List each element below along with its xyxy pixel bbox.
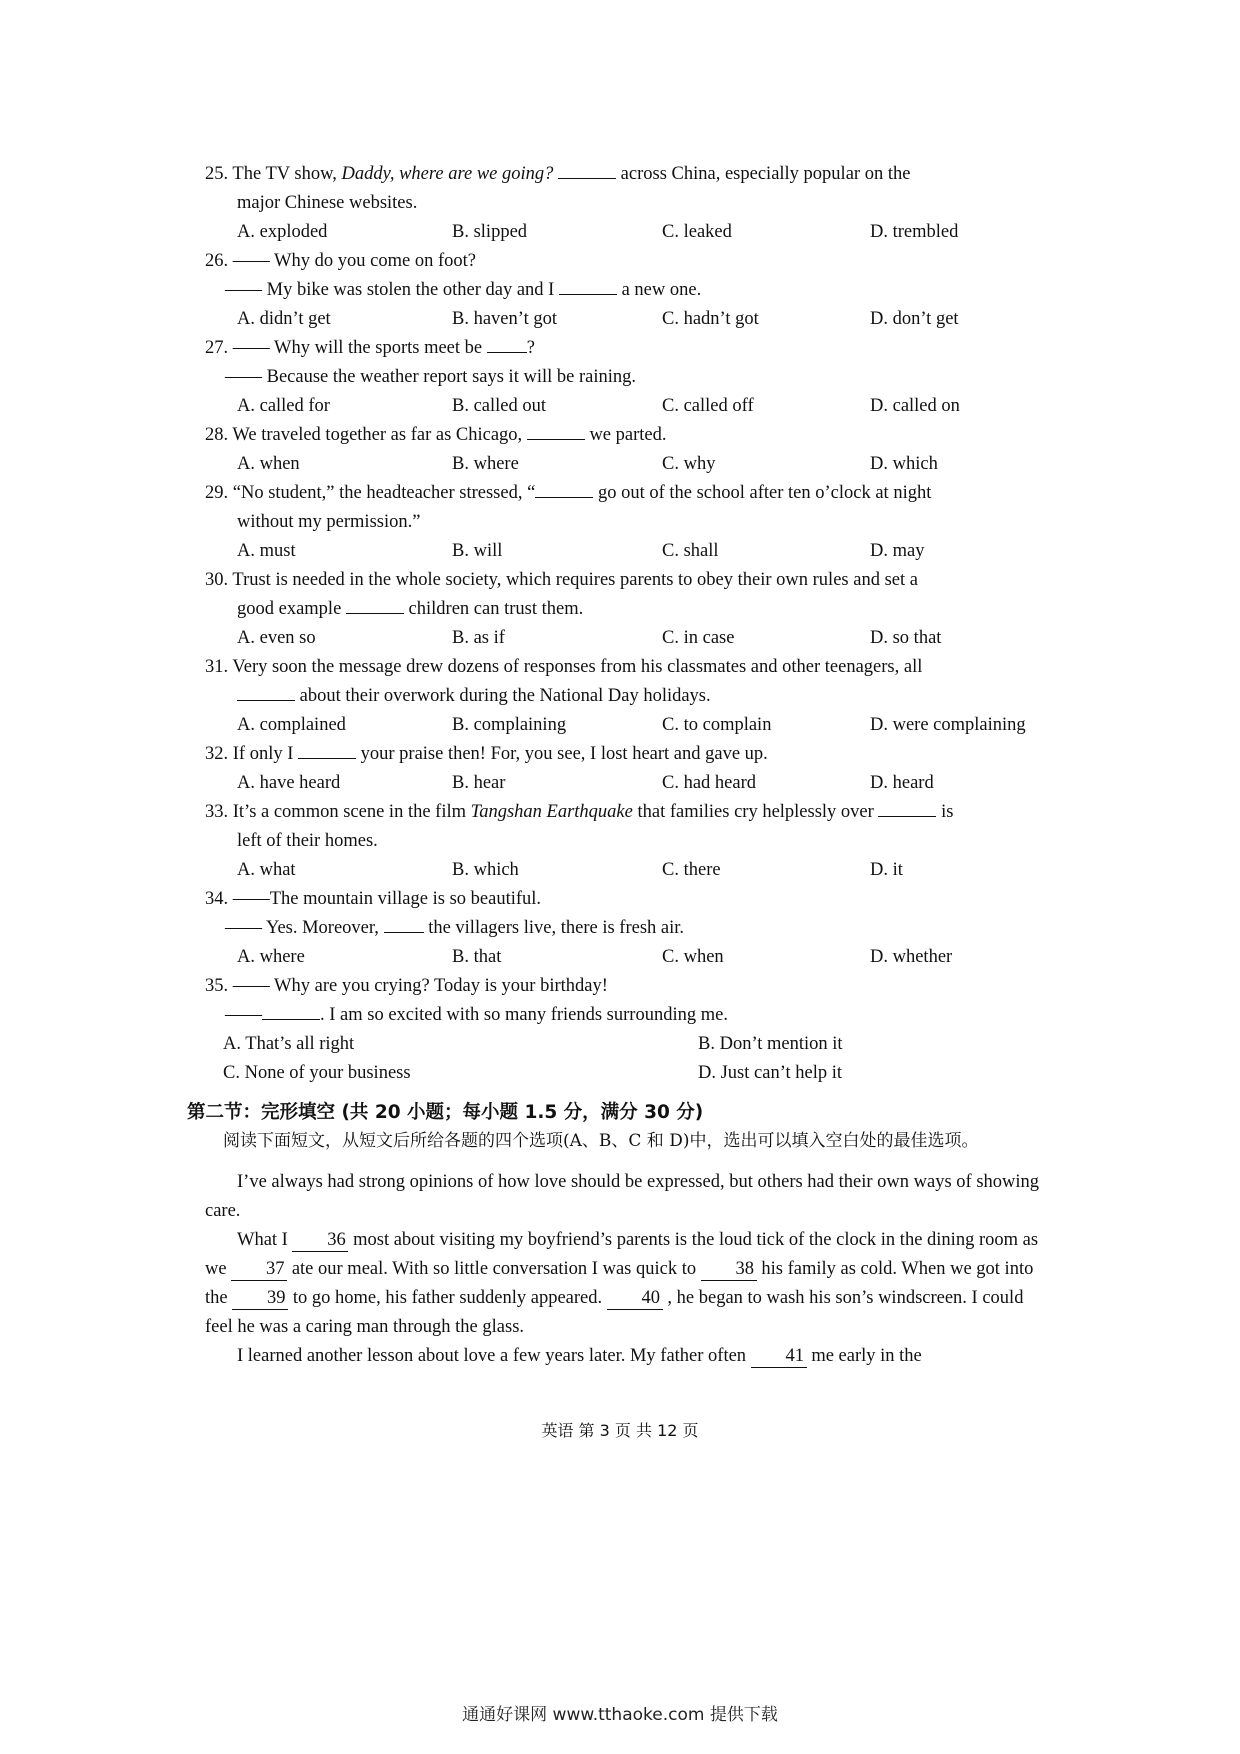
- question-28: [205, 421, 1045, 479]
- question-31: [205, 653, 1045, 740]
- option-d: D. called on: [870, 396, 960, 416]
- option-d: D. don’t get: [870, 309, 959, 329]
- option-c: C. to complain: [662, 715, 772, 735]
- question-text-continued: major Chinese websites.: [237, 193, 418, 213]
- answer-blank: [237, 700, 295, 701]
- page-footer: 英语 第 3 页 共 12 页: [541, 1421, 699, 1440]
- dialog-text: the villagers live, there is fresh air.: [423, 918, 685, 938]
- option-b: B. that: [452, 947, 502, 967]
- option-d: D. heard: [870, 773, 934, 793]
- option-d: D. so that: [870, 628, 942, 648]
- option-b: B. as if: [452, 628, 505, 648]
- question-text: [205, 740, 1045, 769]
- dialog-line: —— Why do you come on foot?: [232, 251, 476, 271]
- question-text-part: about their overwork during the National Day holidays.: [295, 686, 711, 706]
- option-a: A. when: [237, 454, 300, 474]
- question-number: 34.: [205, 889, 229, 909]
- question-33: [205, 798, 1045, 885]
- option-c: C. why: [662, 454, 716, 474]
- question-27: [205, 334, 1045, 421]
- option-c: C. shall: [662, 541, 719, 561]
- blank-41: 41: [751, 1345, 807, 1368]
- question-number: 27.: [205, 338, 229, 358]
- question-number: 26.: [205, 251, 229, 271]
- question-text-part: Very soon the message drew dozens of responses from his classmates and other teenagers, all: [232, 657, 923, 677]
- option-c: C. called off: [662, 396, 754, 416]
- option-b: B. Don’t mention it: [698, 1034, 843, 1054]
- passage-paragraph-3: [205, 1342, 1045, 1371]
- options: [205, 218, 1045, 247]
- question-number: 32.: [205, 744, 229, 764]
- blank-38: 38: [701, 1258, 757, 1281]
- film-title: Tangshan Earthquake: [470, 802, 633, 822]
- dialog-text: —— Why will the sports meet be: [232, 338, 487, 358]
- option-a: A. have heard: [237, 773, 341, 793]
- question-number: 33.: [205, 802, 229, 822]
- question-text: [205, 334, 1045, 363]
- option-b: B. complaining: [452, 715, 567, 735]
- question-text: [205, 653, 1045, 682]
- passage-text: ate our meal. With so little conversation I was quick to: [287, 1259, 701, 1279]
- options: [205, 392, 1045, 421]
- options: [205, 450, 1045, 479]
- dialog-text: a new one.: [616, 280, 702, 300]
- option-a: A. even so: [237, 628, 316, 648]
- option-d: D. were complaining: [870, 715, 1026, 735]
- option-c: C. when: [662, 947, 724, 967]
- passage-text: to go home, his father suddenly appeared.: [288, 1288, 607, 1308]
- dialog-text: —— Yes. Moreover,: [225, 918, 384, 938]
- option-c: C. there: [662, 860, 721, 880]
- download-note: 通通好课网 www.tthaoke.com 提供下载: [462, 1705, 778, 1725]
- blank-39: 39: [232, 1287, 288, 1310]
- option-a: A. called for: [237, 396, 330, 416]
- question-text: [205, 885, 1045, 914]
- question-number: 25.: [205, 164, 229, 184]
- dialog-text: ?: [526, 338, 535, 358]
- section-title: 第二节：完形填空 (共 20 小题；每小题 1.5 分，满分 30 分): [187, 1102, 704, 1123]
- option-a: A. what: [237, 860, 296, 880]
- option-c: C. None of your business: [223, 1063, 411, 1083]
- option-d: D. Just can’t help it: [698, 1063, 843, 1083]
- options: [205, 305, 1045, 334]
- dialog-text: —— My bike was stolen the other day and I: [225, 280, 559, 300]
- option-c: C. had heard: [662, 773, 757, 793]
- question-32: [205, 740, 1045, 798]
- option-a: A. That’s all right: [223, 1034, 355, 1054]
- blank-37: 37: [231, 1258, 287, 1281]
- answer-blank: [487, 352, 527, 353]
- dialog-line: [205, 1001, 1045, 1030]
- question-text: [205, 972, 1045, 1001]
- option-d: D. it: [870, 860, 903, 880]
- answer-blank: [527, 439, 585, 440]
- dialog-line: [205, 276, 1045, 305]
- question-text-part: your praise then! For, you see, I lost heart and gave up.: [356, 744, 768, 764]
- dialog-line: ——The mountain village is so beautiful.: [232, 889, 542, 909]
- answer-blank: [558, 178, 616, 179]
- question-text-part: The TV show,: [232, 164, 342, 184]
- options: [205, 624, 1045, 653]
- option-a: A. must: [237, 541, 296, 561]
- passage-text: his family as cold. When we got into the: [205, 1259, 1034, 1308]
- options: [205, 856, 1045, 885]
- question-text-continued: [205, 682, 1045, 711]
- question-text: [205, 798, 1045, 827]
- options: [205, 769, 1045, 798]
- option-d: D. which: [870, 454, 938, 474]
- passage-paragraph-2: [205, 1226, 1045, 1342]
- blank-36: 36: [292, 1229, 348, 1252]
- passage-text: , he began to wash his son’s windscreen. I could feel he was a caring man through the glass.: [205, 1288, 1024, 1337]
- question-text-part: children can trust them.: [403, 599, 584, 619]
- dialog-line: —— Because the weather report says it will be raining.: [225, 367, 636, 387]
- question-number: 35.: [205, 976, 229, 996]
- question-text-part: go out of the school after ten o’clock at night: [593, 483, 932, 503]
- question-number: 31.: [205, 657, 229, 677]
- option-b: B. where: [452, 454, 519, 474]
- question-text-part: good example: [237, 599, 346, 619]
- option-a: A. complained: [237, 715, 346, 735]
- option-a: A. didn’t get: [237, 309, 331, 329]
- question-number: 30.: [205, 570, 229, 590]
- option-b: B. will: [452, 541, 503, 561]
- options: [205, 711, 1045, 740]
- question-25: [205, 160, 1045, 247]
- section-instruction: 阅读下面短文，从短文后所给各题的四个选项(A、B、C 和 D)中，选出可以填入空白处的最佳选项。: [223, 1131, 979, 1151]
- show-title: Daddy, where are we going?: [341, 164, 554, 184]
- options: [205, 1030, 1045, 1088]
- question-text: [205, 566, 1045, 595]
- question-35: [205, 972, 1045, 1088]
- answer-blank: [346, 613, 404, 614]
- answer-blank: [298, 758, 356, 759]
- options: [205, 943, 1045, 972]
- option-c: C. hadn’t got: [662, 309, 759, 329]
- question-29: [205, 479, 1045, 566]
- dialog-text: ——: [225, 1005, 262, 1025]
- passage-text: What I: [237, 1230, 293, 1250]
- option-c: C. leaked: [662, 222, 732, 242]
- question-text-part: If only I: [232, 744, 298, 764]
- passage-paragraph-1: I’ve always had strong opinions of how love should be expressed, but others had their own ways of showing care.: [205, 1172, 1040, 1221]
- answer-blank: [535, 497, 593, 498]
- blank-40: 40: [607, 1287, 663, 1310]
- passage-text: I learned another lesson about love a few years later. My father often: [237, 1346, 751, 1366]
- question-text-part: We traveled together as far as Chicago,: [232, 425, 527, 445]
- question-30: [205, 566, 1045, 653]
- question-26: [205, 247, 1045, 334]
- option-d: D. may: [870, 541, 925, 561]
- question-text: [205, 421, 1045, 450]
- question-text-part: is: [936, 802, 954, 822]
- options: [205, 537, 1045, 566]
- option-b: B. haven’t got: [452, 309, 557, 329]
- question-text-continued: without my permission.”: [237, 512, 421, 532]
- question-text: [205, 247, 1045, 276]
- dialog-line: [205, 914, 1045, 943]
- question-34: [205, 885, 1045, 972]
- question-text: [205, 160, 1045, 189]
- option-b: B. which: [452, 860, 519, 880]
- option-c: C. in case: [662, 628, 735, 648]
- question-number: 28.: [205, 425, 229, 445]
- question-text-part: It’s a common scene in the film: [232, 802, 471, 822]
- option-b: B. slipped: [452, 222, 528, 242]
- question-text-part: that families cry helplessly over: [632, 802, 879, 822]
- answer-blank: [384, 932, 424, 933]
- question-text: [205, 479, 1045, 508]
- dialog-text: . I am so excited with so many friends surrounding me.: [320, 1005, 728, 1025]
- question-text-part: across China, especially popular on the: [616, 164, 911, 184]
- dialog-line: —— Why are you crying? Today is your birthday!: [232, 976, 608, 996]
- option-d: D. trembled: [870, 222, 959, 242]
- option-d: D. whether: [870, 947, 953, 967]
- question-text-part: “No student,” the headteacher stressed, “: [232, 483, 536, 503]
- option-a: A. exploded: [237, 222, 328, 242]
- option-b: B. called out: [452, 396, 547, 416]
- passage-text: most about visiting my boyfriend’s parents is the loud tick of the clock in the dining room as we: [205, 1230, 1039, 1279]
- question-text-continued: [205, 595, 1045, 624]
- question-text-part: Trust is needed in the whole society, which requires parents to obey their own rules and set a: [232, 570, 918, 590]
- option-b: B. hear: [452, 773, 506, 793]
- question-text-part: we parted.: [584, 425, 667, 445]
- answer-blank: [262, 1019, 320, 1020]
- passage-text: me early in the: [806, 1346, 922, 1366]
- option-a: A. where: [237, 947, 305, 967]
- answer-blank: [559, 294, 617, 295]
- question-number: 29.: [205, 483, 229, 503]
- answer-blank: [878, 816, 936, 817]
- question-text-continued: left of their homes.: [237, 831, 378, 851]
- page-content: [187, 160, 1045, 1371]
